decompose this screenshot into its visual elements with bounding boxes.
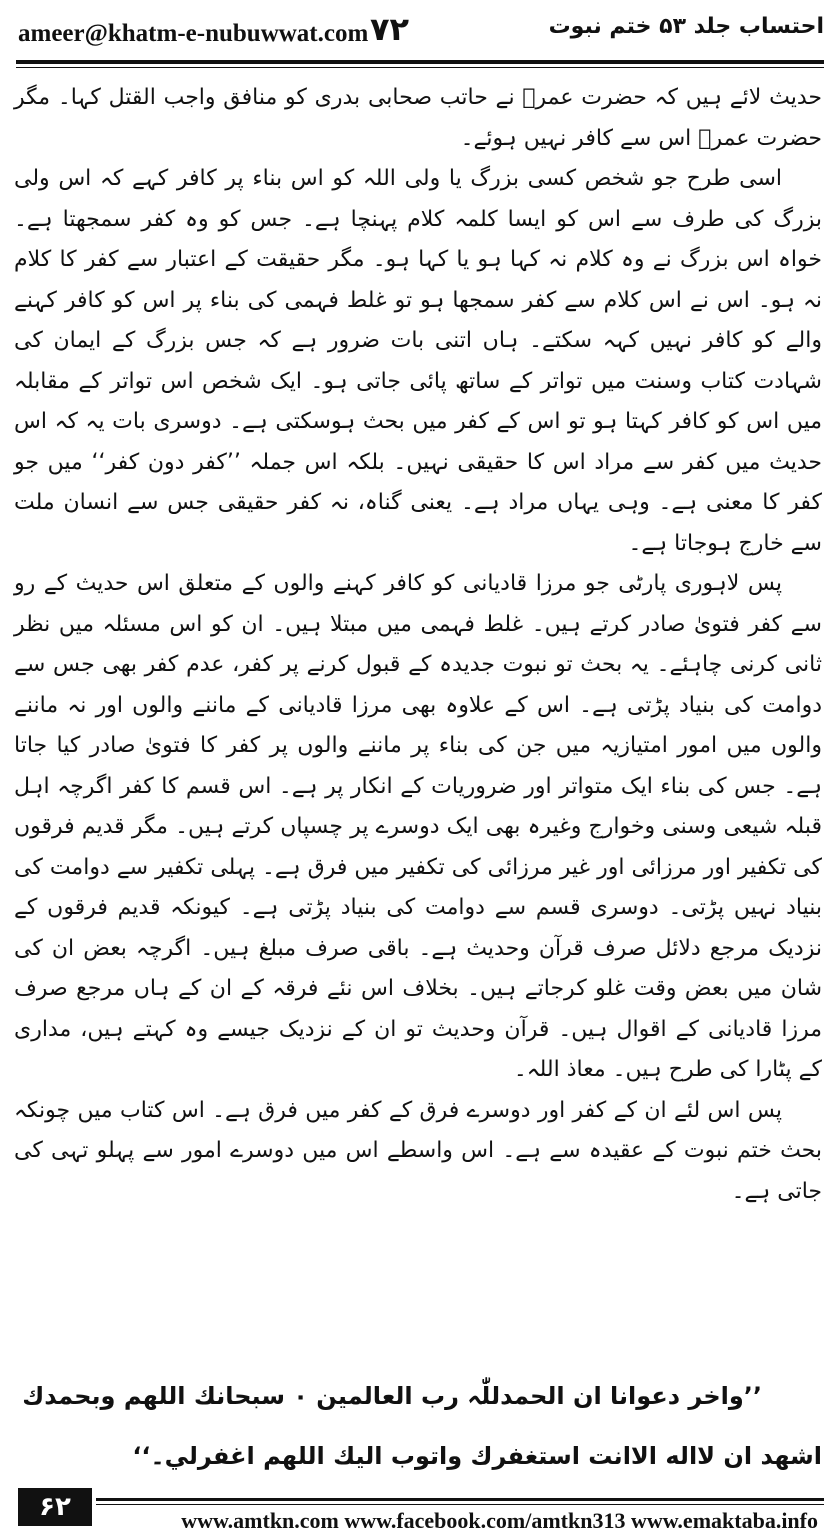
closing-line: ’’واخر دعوانا ان الحمدللّٰہ رب العالمین ۰ سبحانك اللهم وبحمدك bbox=[22, 1382, 762, 1410]
paragraph: پس لاہوری پارٹی جو مرزا قادیانی کو کافر کہنے والوں کے متعلق اس حدیث کے رو سے کفر فتویٰ صادر کرتے ہیں۔ غلط فہمی میں مبتلا ہیں۔ ان کو اس مسئلہ میں نظر ثانی کرنی چاہئے۔ یہ بحث تو نبوت جدیدہ کے قبول کرنے پر کفر، عدم کفر بھی جس سے دوامت کی بنیاد پڑتی ہے۔ اس کے علاوہ بھی مرزا قادیانی کے ماننے والوں اور نہ ماننے والوں میں امور امتیازیہ میں جن کی بناء پر ماننے والوں پر کفر کا فتویٰ صادر کیا جاتا ہے۔ جس کی بناء ایک متواتر اور ضروریات کے انکار پر ہے۔ اس قسم کا کفر اگرچہ اہل قبلہ شیعی وسنی وخوارج وغیرہ بھی ایک دوسرے پر چسپاں کرتے ہیں۔ مگر قدیم فرقوں کی تکفیر اور مرزائی اور غیر مرزائی کی تکفیر میں فرق ہے۔ پہلی تکفیر سے دوامت کی بنیاد نہیں پڑتی۔ دوسری قسم سے دوامت کی بنیاد پڑتی ہے۔ کیونکہ قدیم فرقوں کے نزدیک مرجع دلائل صرف قرآن وحدیث ہے۔ باقی صرف مبلغ ہیں۔ اگرچہ بعض ان کی شان میں بعض وقت غلو کرجاتے ہیں۔ بخلاف اس نئے فرقہ کے ان کے ہاں مرجع صرف مرزا قادیانی کے اقوال ہیں۔ قرآن وحدیث تو ان کے نزدیک جیسے وہ کہتے ہیں، مداری کے پٹارا کی طرح ہیں۔ معاذ اللہ۔ bbox=[14, 571, 822, 1082]
footer-rule-thin bbox=[96, 1504, 824, 1505]
header-book-title: احتساب جلد ۵۳ ختم نبوت bbox=[548, 14, 824, 39]
header-email: ameer@khatm-e-nubuwwat.com bbox=[18, 20, 369, 47]
page-header bbox=[0, 0, 840, 62]
footer-links: www.amtkn.com www.facebook.com/amtkn313 www.emaktaba.info bbox=[181, 1508, 818, 1533]
closing-line: اشهد ان لااله الاانت استغفرك واتوب اليك اللهم اغفرلي۔‘‘ bbox=[132, 1442, 822, 1470]
footer-rule bbox=[96, 1498, 824, 1501]
header-rule-thin bbox=[16, 67, 824, 68]
closing-dua bbox=[14, 1366, 822, 1486]
paragraph: پس اس لئے ان کے کفر اور دوسرے فرق کے کفر میں فرق ہے۔ اس کتاب میں چونکہ بحث ختم نبوت کے عقیدہ سے ہے۔ اس واسطے اس میں دوسرے امور سے پہلو تہی کی جاتی ہے۔ bbox=[14, 1097, 822, 1204]
body-text bbox=[14, 78, 822, 1212]
footer-page-number: ۶۲ bbox=[18, 1488, 92, 1526]
header-rule bbox=[16, 60, 824, 64]
header-page-number: ۷۲ bbox=[370, 10, 410, 48]
paragraph: حدیث لائے ہیں کہ حضرت عمرؓ نے حاتب صحابی بدری کو منافق واجب القتل کہا۔ مگر حضرت عمرؓ اس سے کافر نہیں ہوئے۔ bbox=[14, 85, 822, 151]
paragraph: اسی طرح جو شخص کسی بزرگ یا ولی اللہ کو اس بناء پر کافر کہے کہ اس ولی بزرگ کی طرف سے اس کو ایسا کلمہ کلام پہنچا ہے۔ جس کو وہ کفر سمجھتا ہے۔ خواہ اس بزرگ نے وہ کلام نہ کہا ہو یا کہا ہو۔ مگر حقیقت کے اعتبار سے کفر کا کلام نہ ہو۔ اس نے اس کلام سے کفر سمجھا ہو تو غلط فہمی کی بناء پر اس کو کافر کہنے والے کو کافر نہیں کہہ سکتے۔ ہاں اتنی بات ضرور ہے کہ جس بزرگ کے ایمان کی شہادت کتاب وسنت میں تواتر کے ساتھ پائی جاتی ہو۔ ایک شخص اس تواتر کے مقابلہ میں اس کو کافر کہتا ہو تو اس کے کفر میں بحث ہوسکتی ہے۔ دوسری بات یہ کہ اس حدیث میں کفر سے مراد اس کا حقیقی نہیں۔ بلکہ اس جملہ ’’کفر دون کفر‘‘ میں جو کفر کا معنی ہے۔ وہی یہاں مراد ہے۔ یعنی گناہ، نہ کفر حقیقی جس سے انسان ملت سے خارج ہوجاتا ہے۔ bbox=[14, 166, 822, 556]
